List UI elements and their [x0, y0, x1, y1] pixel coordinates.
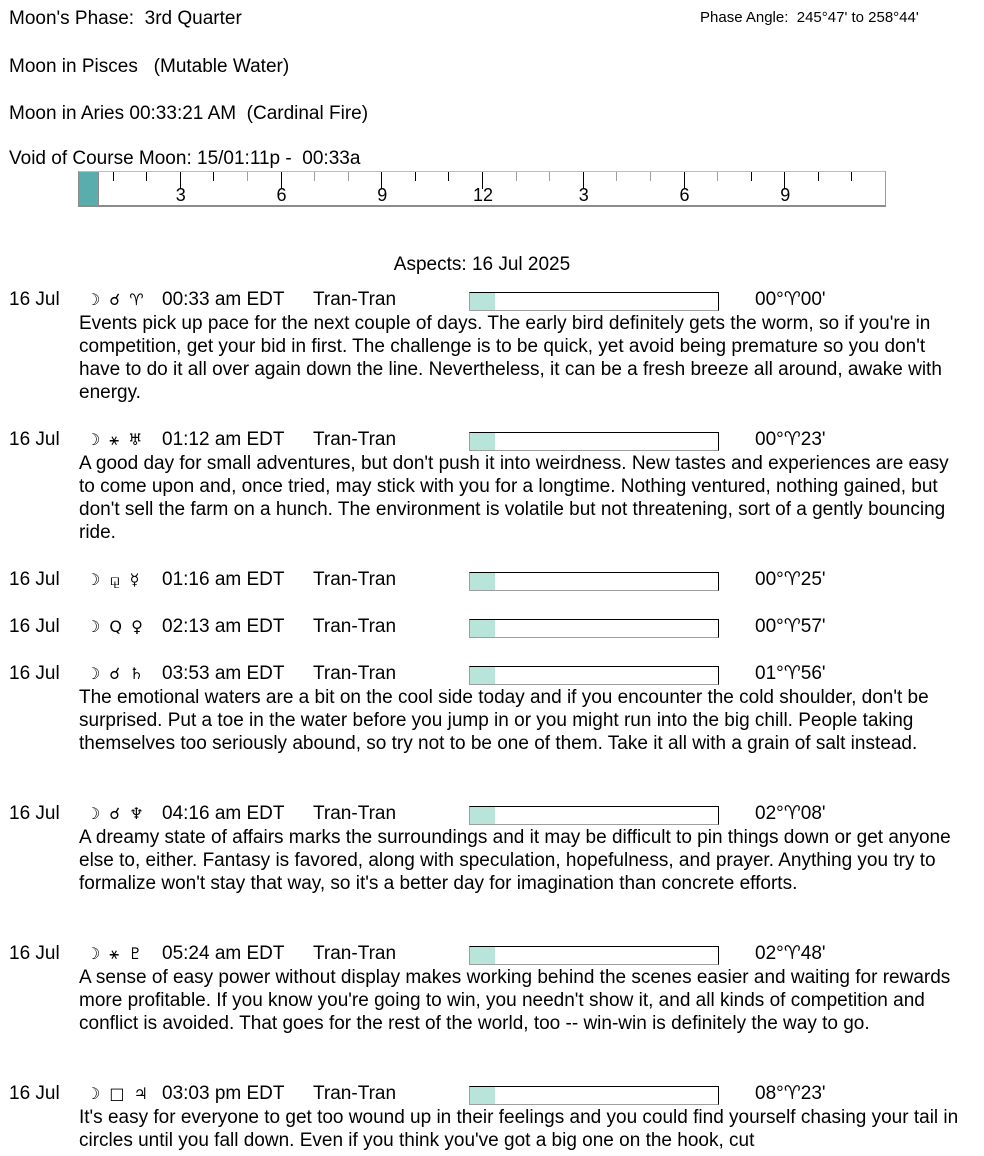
aspect-degree: 08°♈23' — [755, 1083, 826, 1104]
timeline-label: 12 — [472, 185, 494, 205]
aspect-strength-fill — [470, 573, 495, 590]
timeline-tick — [415, 172, 416, 181]
aspect-degree: 00°♈57' — [755, 616, 826, 637]
aspect-strength-fill — [470, 1087, 495, 1104]
aspect-type: Tran-Tran — [313, 1083, 397, 1104]
aspect-strength-bar — [469, 619, 719, 638]
timeline-tick — [448, 172, 449, 181]
aspect-date: 16 Jul — [9, 289, 60, 310]
aspect-strength-fill — [470, 433, 495, 450]
void-of-course-timeline — [78, 171, 886, 207]
aspect-strength-bar — [469, 292, 719, 311]
timeline-label: 3 — [578, 185, 589, 205]
aspect-description: A sense of easy power without display makes working behind the scenes easier and waiting for rewards more profitable. If you know you're going to win, you needn't show it, and all kinds of competition and conflict is avoided. That goes for the rest of the world, too -- win-win is definitely the way to go. — [79, 967, 951, 1034]
aspect-strength-fill — [470, 620, 495, 637]
aspect-degree: 00°♈23' — [755, 429, 826, 450]
timeline-tick — [616, 172, 617, 181]
timeline-tick — [314, 172, 315, 181]
timeline-label: 9 — [780, 185, 791, 205]
timeline-tick — [213, 172, 214, 181]
timeline-label: 6 — [679, 185, 690, 205]
aspect-degree: 01°♈56' — [755, 663, 826, 684]
timeline-tick — [549, 172, 550, 181]
aspect-date: 16 Jul — [9, 803, 60, 824]
timeline-tick — [247, 172, 248, 181]
aspect-type: Tran-Tran — [313, 943, 397, 964]
timeline-tick — [717, 172, 718, 181]
aspect-time: 01:16 am EDT — [162, 569, 285, 590]
aspect-strength-bar — [469, 432, 719, 451]
aspect-type: Tran-Tran — [313, 663, 397, 684]
aspect-time: 03:03 pm EDT — [162, 1083, 285, 1104]
aspect-strength-fill — [470, 667, 495, 684]
aspect-strength-bar — [469, 572, 719, 591]
aspect-strength-fill — [470, 807, 495, 824]
aspect-date: 16 Jul — [9, 1083, 60, 1104]
aspect-time: 00:33 am EDT — [162, 289, 285, 310]
timeline-tick — [113, 172, 114, 181]
phase-angle: Phase Angle: 245°47' to 258°44' — [700, 9, 919, 26]
aspect-type: Tran-Tran — [313, 429, 397, 450]
timeline-tick — [851, 172, 852, 181]
aspect-degree: 02°♈08' — [755, 803, 826, 824]
aspect-glyphs-icon: ☽ □ ♃ — [86, 1084, 150, 1103]
aspect-glyphs-icon: ☽ ☌ ♆ — [86, 804, 146, 823]
aspect-degree: 00°♈00' — [755, 289, 826, 310]
aspect-glyphs-icon: ☽ ☌ ♄ — [86, 664, 146, 683]
timeline-label: 9 — [377, 185, 388, 205]
timeline-label: 6 — [276, 185, 287, 205]
aspect-type: Tran-Tran — [313, 803, 397, 824]
void-of-course-fill — [79, 172, 99, 205]
aspect-strength-bar — [469, 946, 719, 965]
aspect-strength-fill — [470, 293, 495, 310]
timeline-tick — [146, 172, 147, 181]
aspect-date: 16 Jul — [9, 616, 60, 637]
aspect-glyphs-icon: ☽ ⚹ ♇ — [86, 944, 145, 963]
void-of-course: Void of Course Moon: 15/01:11p - 00:33a — [9, 148, 361, 169]
timeline-tick — [650, 172, 651, 181]
aspect-time: 01:12 am EDT — [162, 429, 285, 450]
aspect-description: It's easy for everyone to get too wound up in their feelings and you could find yourself chasing your tail in circles until you fall down. Even if you think you've got a big one on the hook, cut — [79, 1107, 959, 1151]
moon-sign: Moon in Pisces (Mutable Water) — [9, 56, 290, 77]
aspect-date: 16 Jul — [9, 943, 60, 964]
aspect-description: The emotional waters are a bit on the cool side today and if you encounter the cold shoulder, don't be surprised. Put a toe in the water before you jump in or you might run into the big chill. People taking themselves too seriously abound, so try not to be one of them. Take it all with a grain of salt instead. — [79, 687, 929, 754]
aspect-degree: 00°♈25' — [755, 569, 826, 590]
aspect-date: 16 Jul — [9, 663, 60, 684]
aspect-glyphs-icon: ☽ Q ♀ — [86, 617, 145, 636]
aspect-type: Tran-Tran — [313, 289, 397, 310]
timeline-label: 3 — [175, 185, 186, 205]
aspect-glyphs-icon: ☽ ⚹ ♅ — [86, 430, 145, 449]
aspect-strength-fill — [470, 947, 495, 964]
aspect-type: Tran-Tran — [313, 616, 397, 637]
aspect-degree: 02°♈48' — [755, 943, 826, 964]
aspect-glyphs-icon: ☽ ⚼ ☿ — [86, 570, 142, 589]
moon-phase: Moon's Phase: 3rd Quarter — [9, 8, 242, 29]
aspect-strength-bar — [469, 1086, 719, 1105]
aspect-glyphs-icon: ☽ ☌ ♈ — [86, 290, 146, 309]
aspect-time: 04:16 am EDT — [162, 803, 285, 824]
aspects-title: Aspects: 16 Jul 2025 — [393, 254, 571, 275]
timeline-tick — [516, 172, 517, 181]
timeline-tick — [751, 172, 752, 181]
aspect-time: 03:53 am EDT — [162, 663, 285, 684]
timeline-tick — [818, 172, 819, 181]
aspect-strength-bar — [469, 666, 719, 685]
aspect-time: 02:13 am EDT — [162, 616, 285, 637]
aspect-type: Tran-Tran — [313, 569, 397, 590]
timeline-tick — [348, 172, 349, 181]
aspect-description: A good day for small adventures, but don't push it into weirdness. New tastes and experiences are easy to come upon and, once tried, may stick with you for a longtime. Nothing ventured, nothing gained, but don't sell the farm on a hunch. The environment is volatile but not threatening, sort of a gently bouncing ride. — [79, 453, 949, 543]
moon-ingress: Moon in Aries 00:33:21 AM (Cardinal Fire) — [9, 103, 369, 124]
aspect-description: A dreamy state of affairs marks the surroundings and it may be difficult to pin things down or get anyone else to, either. Fantasy is favored, along with speculation, hopefulness, and prayer. Anything you try to formalize won't stay that way, so it's a better day for imagination than concrete efforts. — [79, 827, 951, 894]
aspect-date: 16 Jul — [9, 429, 60, 450]
aspect-time: 05:24 am EDT — [162, 943, 285, 964]
aspect-date: 16 Jul — [9, 569, 60, 590]
aspect-strength-bar — [469, 806, 719, 825]
aspect-description: Events pick up pace for the next couple of days. The early bird definitely gets the worm, so if you're in competition, get your bid in first. The challenge is to be quick, yet avoid being premature so you don't have to do it all over again down the line. Nevertheless, it can be a fresh breeze all around, awake with energy. — [79, 313, 942, 403]
